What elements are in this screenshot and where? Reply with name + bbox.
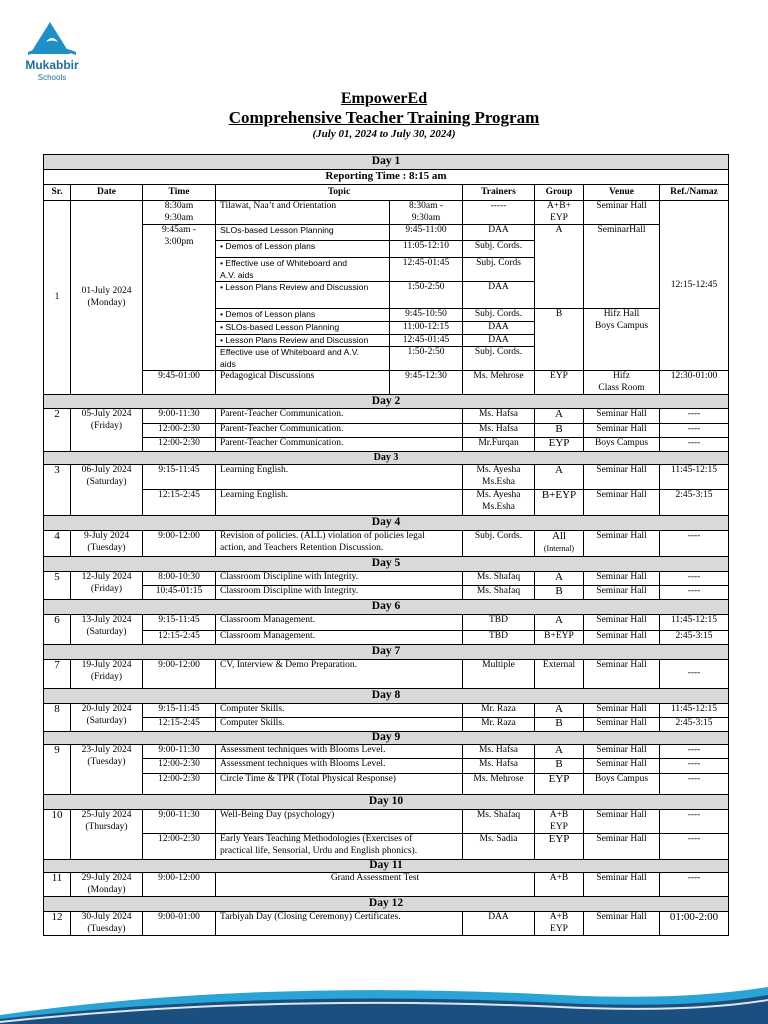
org-title: EmpowerEd — [340, 90, 428, 107]
ref-cell: 12:30-01:00 — [660, 371, 729, 395]
day-header-row — [44, 557, 729, 572]
topic-cell: Well-Being Day (psychology) — [216, 810, 463, 834]
table-row — [44, 631, 729, 645]
trainer-cell: Ms. Hafsa — [463, 745, 535, 759]
sr-cell: 2 — [44, 409, 71, 452]
venue-cell: Boys Campus — [584, 774, 660, 795]
day-header-row — [44, 732, 729, 745]
date-cell: 30-July 2024 (Tuesday) — [71, 912, 143, 936]
trainer-cell: Ms. Mehrose — [463, 774, 535, 795]
day-label: Day 5 — [44, 557, 729, 572]
time-cell: 9:00-01:00 — [143, 912, 216, 936]
topic-cell: Effective use of Whiteboard and A.V. aids — [216, 347, 390, 371]
time-cell: 9:45am - 3:00pm — [143, 225, 216, 371]
table-row — [44, 424, 729, 438]
trainer-cell: Ms. Sadia — [463, 834, 535, 860]
sr-cell: 12 — [44, 912, 71, 936]
slot-cell: 11:05-12:10 — [390, 241, 463, 258]
time-cell: 9:15-11:45 — [143, 615, 216, 631]
day-header-row — [44, 645, 729, 660]
table-row — [44, 572, 729, 586]
venue-cell: Boys Campus — [584, 438, 660, 452]
group-cell: A — [535, 704, 584, 718]
time-cell: 12:00-2:30 — [143, 834, 216, 860]
group-cell: A+B EYP — [535, 810, 584, 834]
group-cell: A — [535, 465, 584, 490]
day-header-row — [44, 452, 729, 465]
venue-cell: Seminar Hall — [584, 718, 660, 732]
trainer-cell: DAA — [463, 282, 535, 309]
sr-cell: 5 — [44, 572, 71, 600]
time-cell: 9:15-11:45 — [143, 704, 216, 718]
group-cell: A+B+ EYP — [535, 201, 584, 225]
slot-cell: 8:30am - 9:30am — [390, 201, 463, 225]
topic-cell: • Lesson Plans Review and Discussion — [216, 334, 390, 347]
day-label: Day 8 — [44, 689, 729, 704]
venue-cell: SeminarHall — [584, 225, 660, 309]
trainer-cell: Ms. Hafsa — [463, 409, 535, 424]
time-cell: 12:15-2:45 — [143, 718, 216, 732]
time-cell: 12:15-2:45 — [143, 490, 216, 516]
day-label: Day 7 — [44, 645, 729, 660]
venue-cell: Seminar Hall — [584, 834, 660, 860]
ref-cell: 2:45-3:15 — [660, 631, 729, 645]
ref-cell: ---- — [660, 745, 729, 759]
time-cell: 9:00-12:00 — [143, 531, 216, 557]
sr-cell: 1 — [44, 201, 71, 395]
date-cell: 06-July 2024 (Saturday) — [71, 465, 143, 516]
group-cell: EYP — [535, 834, 584, 860]
trainer-cell: Ms. Mehrose — [463, 371, 535, 395]
time-cell: 12:15-2:45 — [143, 631, 216, 645]
venue-cell: Seminar Hall — [584, 424, 660, 438]
group-cell: B+EYP — [535, 490, 584, 516]
table-row — [44, 873, 729, 897]
document-header — [0, 89, 768, 140]
topic-cell: Computer Skills. — [216, 718, 463, 732]
trainer-cell: DAA — [463, 912, 535, 936]
venue-cell: Seminar Hall — [584, 572, 660, 586]
table-row — [44, 615, 729, 631]
footer-wave-decoration — [0, 985, 768, 1024]
group-cell: A — [535, 225, 584, 309]
time-cell: 9:00-12:00 — [143, 873, 216, 897]
ref-cell: ---- — [660, 810, 729, 834]
time-cell: 9:45-01:00 — [143, 371, 216, 395]
time-cell: 12:00-2:30 — [143, 438, 216, 452]
topic-cell: • Effective use of Whiteboard and A.V. aids — [216, 258, 390, 282]
trainer-cell: Ms. Hafsa — [463, 424, 535, 438]
group-cell: A+B EYP — [535, 912, 584, 936]
table-row — [44, 759, 729, 774]
sr-cell: 11 — [44, 873, 71, 897]
col-time: Time — [143, 185, 216, 201]
day-header-row — [44, 600, 729, 615]
group-cell: B — [535, 718, 584, 732]
topic-cell: • Demos of Lesson plans — [216, 309, 390, 322]
ref-cell: 12:15-12:45 — [660, 201, 729, 371]
day-label: Day 1 — [44, 155, 729, 170]
trainer-cell: Subj. Cords. — [463, 241, 535, 258]
time-cell: 8:00-10:30 — [143, 572, 216, 586]
topic-cell: Tilawat, Naa’t and Orientation — [216, 201, 390, 225]
day-label: Day 4 — [44, 516, 729, 531]
topic-cell: Early Years Teaching Methodologies (Exercises of practical life, Sensorial, Urdu and English phonics). — [216, 834, 463, 860]
day-label: Day 3 — [44, 452, 729, 465]
table-row — [44, 834, 729, 860]
topic-cell: Assessment techniques with Blooms Level. — [216, 745, 463, 759]
reporting-time-row — [44, 170, 729, 185]
venue-cell: Seminar Hall — [584, 490, 660, 516]
topic-cell: • SLOs-based Lesson Planning — [216, 322, 390, 335]
day-header-row — [44, 516, 729, 531]
trainer-cell: Subj. Cords. — [463, 531, 535, 557]
trainer-cell: Multiple — [463, 660, 535, 689]
column-header-row — [44, 185, 729, 201]
topic-cell: Classroom Discipline with Integrity. — [216, 586, 463, 600]
group-note: (Internal) — [543, 543, 575, 553]
group-cell: A+B — [535, 873, 584, 897]
trainer-cell: Ms. Hafsa — [463, 759, 535, 774]
table-row — [44, 774, 729, 795]
date-cell: 19-July 2024 (Friday) — [71, 660, 143, 689]
ref-cell: 11:45-12:15 — [660, 704, 729, 718]
group-cell: B — [535, 759, 584, 774]
venue-cell: Seminar Hall — [584, 759, 660, 774]
sr-cell: 6 — [44, 615, 71, 645]
ref-cell: ---- — [660, 759, 729, 774]
table-row — [44, 704, 729, 718]
table-row — [44, 586, 729, 600]
ref-cell: 2:45-3:15 — [660, 718, 729, 732]
venue-cell: Seminar Hall — [584, 873, 660, 897]
trainer-cell: DAA — [463, 334, 535, 347]
time-cell: 9:00-11:30 — [143, 745, 216, 759]
sr-cell: 8 — [44, 704, 71, 732]
topic-cell: • Demos of Lesson plans — [216, 241, 390, 258]
sr-cell: 10 — [44, 810, 71, 860]
topic-cell: Classroom Management. — [216, 615, 463, 631]
date-cell: 20-July 2024 (Saturday) — [71, 704, 143, 732]
venue-cell: Seminar Hall — [584, 660, 660, 689]
col-group: Group — [535, 185, 584, 201]
time-cell: 12:00-2:30 — [143, 424, 216, 438]
topic-cell: Assessment techniques with Blooms Level. — [216, 759, 463, 774]
col-topic: Topic — [216, 185, 463, 201]
venue-cell: Seminar Hall — [584, 704, 660, 718]
date-cell: 13-July 2024 (Saturday) — [71, 615, 143, 645]
slot-cell: 1:50-2:50 — [390, 282, 463, 309]
topic-cell: Computer Skills. — [216, 704, 463, 718]
table-row — [44, 531, 729, 557]
logo-sub-name: Schools — [37, 73, 67, 82]
trainer-cell: Subj. Cords. — [463, 309, 535, 322]
table-row — [44, 225, 729, 241]
ref-cell: ---- — [660, 531, 729, 557]
ref-cell: ---- — [660, 774, 729, 795]
table-row — [44, 465, 729, 490]
trainer-cell: Mr. Raza — [463, 718, 535, 732]
trainer-cell: Subj. Cords — [463, 258, 535, 282]
group-cell: EYP — [535, 438, 584, 452]
time-cell: 8:30am 9:30am — [143, 201, 216, 225]
time-cell: 12:00-2:30 — [143, 774, 216, 795]
date-cell: 25-July 2024 (Thursday) — [71, 810, 143, 860]
table-row — [44, 718, 729, 732]
venue-cell: Hifz Class Room — [584, 371, 660, 395]
day-header-row — [44, 897, 729, 912]
group-cell: EYP — [535, 371, 584, 395]
topic-cell: Parent-Teacher Communication. — [216, 409, 463, 424]
slot-cell: 12:45-01:45 — [390, 334, 463, 347]
slot-cell: 11:00-12:15 — [390, 322, 463, 335]
group-cell: B+EYP — [535, 631, 584, 645]
ref-cell: 11:45-12:15 — [660, 465, 729, 490]
topic-cell: SLOs-based Lesson Planning — [216, 225, 390, 241]
mukabbir-logo — [14, 14, 90, 84]
venue-cell: Seminar Hall — [584, 531, 660, 557]
ref-cell: ---- — [660, 572, 729, 586]
col-trainers: Trainers — [463, 185, 535, 201]
ref-cell: 11:45-12:15 — [660, 615, 729, 631]
group-cell: A — [535, 615, 584, 631]
topic-cell: Revision of policies. (ALL) violation of policies legal action, and Teachers Retention Discussion. — [216, 531, 463, 557]
topic-cell: CV, Interview & Demo Preparation. — [216, 660, 463, 689]
ref-cell: ---- — [660, 873, 729, 897]
day-label: Day 9 — [44, 732, 729, 745]
group-cell: EYP — [535, 774, 584, 795]
slot-cell: 9:45-11:00 — [390, 225, 463, 241]
col-sr: Sr. — [44, 185, 71, 201]
ref-cell: 01:00-2:00 — [660, 912, 729, 936]
venue-cell: Seminar Hall — [584, 912, 660, 936]
group-cell: B — [535, 424, 584, 438]
sr-cell: 9 — [44, 745, 71, 795]
ref-cell: ---- — [660, 409, 729, 424]
topic-cell: Grand Assessment Test — [216, 873, 535, 897]
col-venue: Venue — [584, 185, 660, 201]
logo-brand-name: Mukabbir — [25, 58, 79, 72]
day-label: Day 6 — [44, 600, 729, 615]
day-label: Day 2 — [44, 395, 729, 409]
time-cell: 12:00-2:30 — [143, 759, 216, 774]
day-label: Day 10 — [44, 795, 729, 810]
date-cell: 29-July 2024 (Monday) — [71, 873, 143, 897]
program-dates: (July 01, 2024 to July 30, 2024) — [312, 128, 456, 140]
ref-cell: ---- — [660, 424, 729, 438]
ref-cell: ---- — [660, 438, 729, 452]
date-cell: 05-July 2024 (Friday) — [71, 409, 143, 452]
venue-cell: Seminar Hall — [584, 615, 660, 631]
trainer-cell: ----- — [463, 201, 535, 225]
sr-cell: 4 — [44, 531, 71, 557]
table-row — [44, 371, 729, 395]
venue-cell: Seminar Hall — [584, 409, 660, 424]
day-label: Day 11 — [44, 860, 729, 873]
trainer-cell: Mr.Furqan — [463, 438, 535, 452]
venue-cell: Seminar Hall — [584, 745, 660, 759]
mukabbir-emblem-icon — [24, 14, 80, 58]
trainer-cell: Ms. Ayesha Ms.Esha — [463, 490, 535, 516]
venue-cell: Seminar Hall — [584, 465, 660, 490]
group-cell — [535, 531, 584, 557]
table-row — [44, 490, 729, 516]
slot-cell: 9:45-10:50 — [390, 309, 463, 322]
day-header-row — [44, 155, 729, 170]
reporting-time: Reporting Time : 8:15 am — [44, 170, 729, 185]
trainer-cell: Ms. Ayesha Ms.Esha — [463, 465, 535, 490]
topic-cell: Circle Time & TPR (Total Physical Response) — [216, 774, 463, 795]
topic-cell: Parent-Teacher Communication. — [216, 424, 463, 438]
time-cell: 9:00-11:30 — [143, 810, 216, 834]
topic-cell: Pedagogical Discussions — [216, 371, 390, 395]
group-cell: A — [535, 572, 584, 586]
slot-cell: 1:50-2:50 — [390, 347, 463, 371]
group-cell: External — [535, 660, 584, 689]
topic-cell: Classroom Discipline with Integrity. — [216, 572, 463, 586]
topic-cell: • Lesson Plans Review and Discussion — [216, 282, 390, 309]
sr-cell: 3 — [44, 465, 71, 516]
ref-cell: ---- — [660, 586, 729, 600]
time-cell: 9:00-11:30 — [143, 409, 216, 424]
table-row — [44, 810, 729, 834]
date-cell: 01-July 2024 (Monday) — [71, 201, 143, 395]
topic-cell: Classroom Management. — [216, 631, 463, 645]
date-cell: 12-July 2024 (Friday) — [71, 572, 143, 600]
group-cell: A — [535, 409, 584, 424]
topic-cell: Learning English. — [216, 465, 463, 490]
time-cell: 9:00-12:00 — [143, 660, 216, 689]
group-cell: A — [535, 745, 584, 759]
trainer-cell: Ms. Shafaq — [463, 572, 535, 586]
day-label: Day 12 — [44, 897, 729, 912]
ref-cell: ---- — [660, 660, 729, 689]
venue-cell: Seminar Hall — [584, 201, 660, 225]
topic-cell: Parent-Teacher Communication. — [216, 438, 463, 452]
day-header-row — [44, 795, 729, 810]
ref-cell: 2:45-3:15 — [660, 490, 729, 516]
day-header-row — [44, 860, 729, 873]
venue-cell: Seminar Hall — [584, 810, 660, 834]
trainer-cell: TBD — [463, 615, 535, 631]
table-row — [44, 438, 729, 452]
trainer-cell: Subj. Cords. — [463, 347, 535, 371]
sr-cell: 7 — [44, 660, 71, 689]
group-cell: B — [535, 586, 584, 600]
trainer-cell: Ms. Shafaq — [463, 586, 535, 600]
col-date: Date — [71, 185, 143, 201]
trainer-cell: TBD — [463, 631, 535, 645]
day-header-row — [44, 395, 729, 409]
table-row — [44, 912, 729, 936]
venue-cell: Seminar Hall — [584, 586, 660, 600]
day-header-row — [44, 689, 729, 704]
table-row — [44, 660, 729, 689]
topic-cell: Learning English. — [216, 490, 463, 516]
table-row — [44, 409, 729, 424]
group-cell: B — [535, 309, 584, 371]
trainer-cell: DAA — [463, 225, 535, 241]
date-cell: 9-July 2024 (Tuesday) — [71, 531, 143, 557]
table-row — [44, 201, 729, 225]
col-ref: Ref./Namaz — [660, 185, 729, 201]
ref-cell: ---- — [660, 834, 729, 860]
topic-cell: Tarbiyah Day (Closing Ceremony) Certificates. — [216, 912, 463, 936]
program-title: Comprehensive Teacher Training Program — [228, 108, 540, 127]
group-value: All — [551, 530, 567, 542]
venue-cell: Seminar Hall — [584, 631, 660, 645]
time-cell: 10:45-01:15 — [143, 586, 216, 600]
slot-cell: 12:45-01:45 — [390, 258, 463, 282]
date-cell: 23-July 2024 (Tuesday) — [71, 745, 143, 795]
trainer-cell: Ms. Shafaq — [463, 810, 535, 834]
slot-cell: 9:45-12:30 — [390, 371, 463, 395]
trainer-cell: DAA — [463, 322, 535, 335]
training-schedule-table — [43, 154, 729, 936]
venue-cell: Hifz Hall Boys Campus — [584, 309, 660, 371]
time-cell: 9:15-11:45 — [143, 465, 216, 490]
table-row — [44, 745, 729, 759]
trainer-cell: Mr. Raza — [463, 704, 535, 718]
